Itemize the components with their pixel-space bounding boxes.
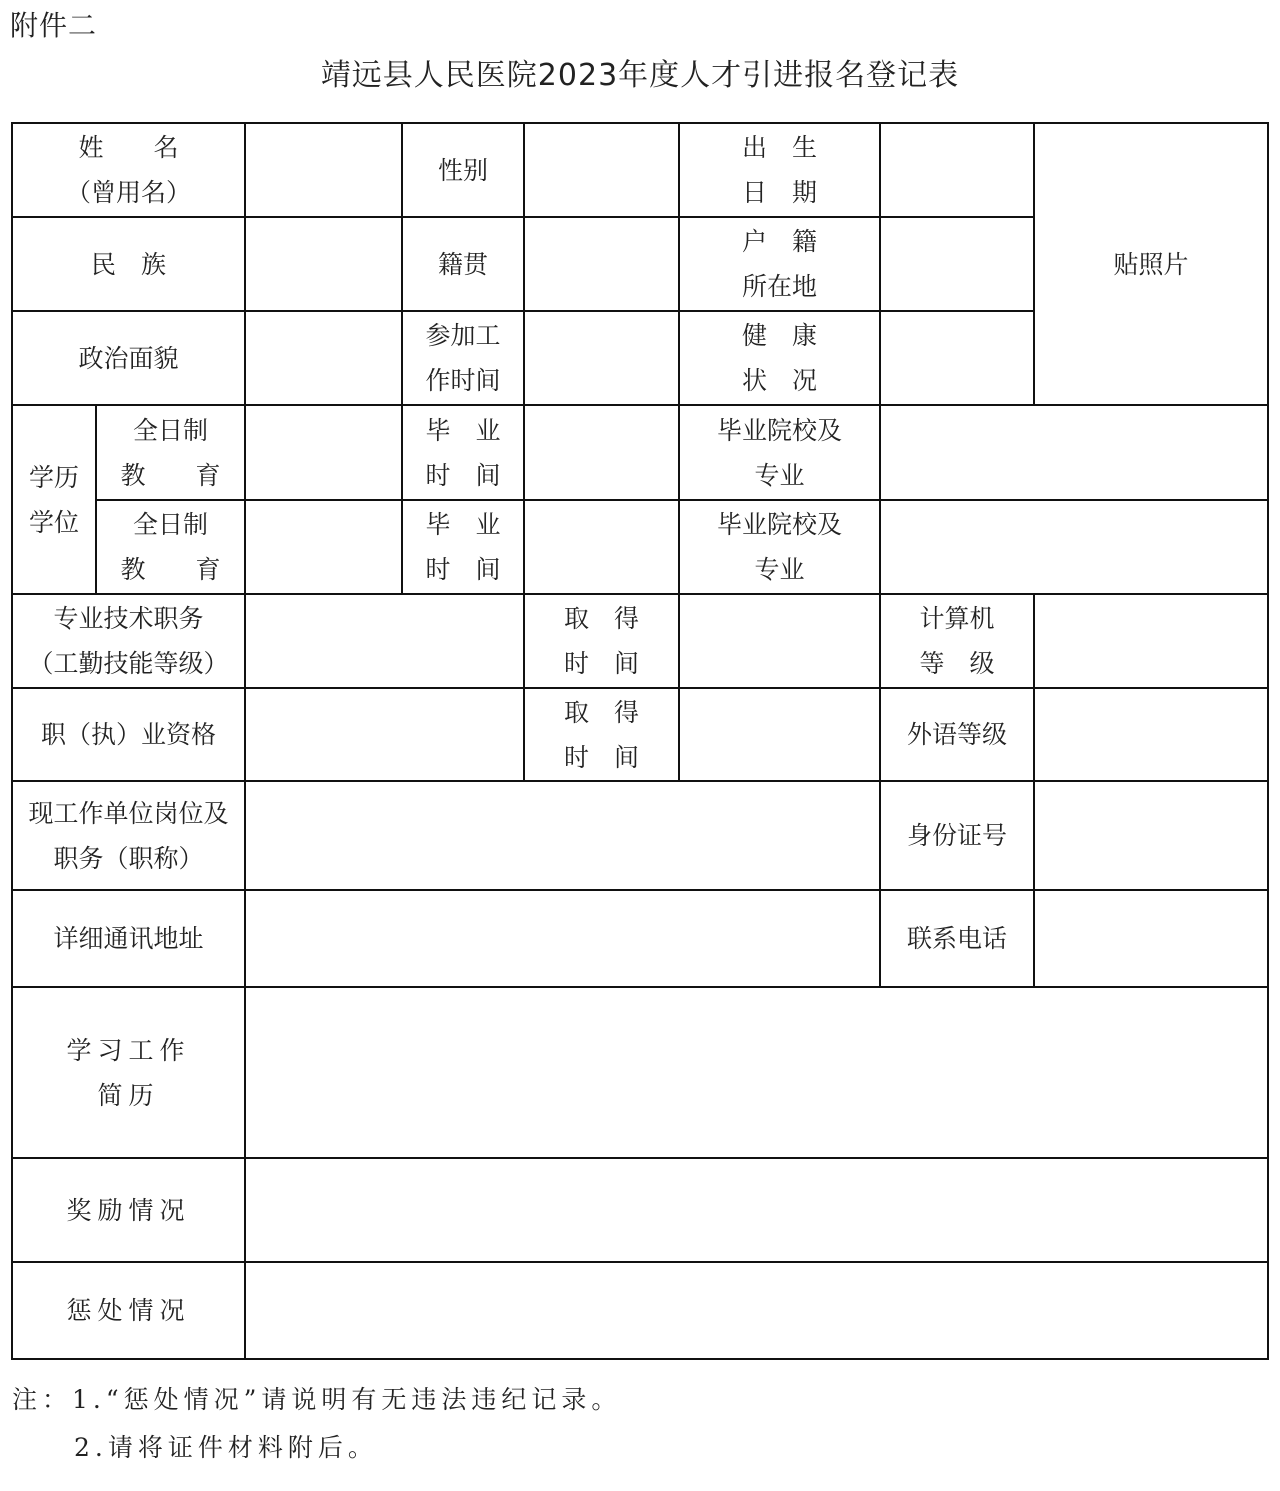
gender-label: 性别 (402, 123, 524, 217)
punishment-field[interactable] (245, 1262, 1268, 1359)
work-start-label: 参加工 作时间 (402, 311, 524, 405)
fulltime-education-field-2[interactable] (245, 500, 402, 594)
school-major-field[interactable] (880, 405, 1268, 500)
id-card-label: 身份证号 (880, 781, 1034, 890)
qualification-field[interactable] (245, 688, 524, 781)
computer-level-field[interactable] (1034, 594, 1268, 688)
fulltime-education-label-2: 全日制 教 育 (96, 500, 245, 594)
professional-title-field[interactable] (245, 594, 524, 688)
phone-field[interactable] (1034, 890, 1268, 987)
resume-label: 学习工作 简历 (12, 987, 245, 1158)
school-major-field-2[interactable] (880, 500, 1268, 594)
id-card-field[interactable] (1034, 781, 1268, 890)
name-field[interactable] (245, 123, 402, 217)
political-status-label: 政治面貌 (12, 311, 245, 405)
graduation-time-field-2[interactable] (524, 500, 679, 594)
graduation-time-label: 毕 业 时 间 (402, 405, 524, 500)
note-1: 注：1.“惩处情况”请说明有无违法违纪记录。 (12, 1385, 622, 1414)
ethnicity-field[interactable] (245, 217, 402, 311)
photo-area[interactable]: 贴照片 (1034, 123, 1268, 405)
professional-title-label: 专业技术职务 （工勤技能等级） (12, 594, 245, 688)
current-position-field[interactable] (245, 781, 880, 890)
computer-level-label: 计算机 等 级 (880, 594, 1034, 688)
birth-date-label: 出 生 日 期 (679, 123, 880, 217)
obtain-time-label: 取 得 时 间 (524, 594, 679, 688)
obtain-time-field-2[interactable] (679, 688, 880, 781)
current-position-label: 现工作单位岗位及 职务（职称） (12, 781, 245, 890)
foreign-language-field[interactable] (1034, 688, 1268, 781)
resume-field[interactable] (245, 987, 1268, 1158)
address-field[interactable] (245, 890, 880, 987)
work-start-field[interactable] (524, 311, 679, 405)
health-field[interactable] (880, 311, 1034, 405)
obtain-time-label-2: 取 得 时 间 (524, 688, 679, 781)
address-label: 详细通讯地址 (12, 890, 245, 987)
attachment-label: 附件二 (10, 9, 98, 42)
notes (12, 1376, 621, 1472)
education-degree-label: 学历 学位 (12, 405, 96, 594)
fulltime-education-label: 全日制 教 育 (96, 405, 245, 500)
registration-form-table (11, 122, 1269, 1360)
ethnicity-label: 民 族 (12, 217, 245, 311)
awards-label: 奖励情况 (12, 1158, 245, 1262)
punishment-label: 惩处情况 (12, 1262, 245, 1359)
birth-date-field[interactable] (880, 123, 1034, 217)
name-label: 姓 名 （曾用名） (12, 123, 245, 217)
phone-label: 联系电话 (880, 890, 1034, 987)
native-place-field[interactable] (524, 217, 679, 311)
fulltime-education-field[interactable] (245, 405, 402, 500)
health-label: 健 康 状 况 (679, 311, 880, 405)
school-major-label-2: 毕业院校及 专业 (679, 500, 880, 594)
graduation-time-field[interactable] (524, 405, 679, 500)
obtain-time-field[interactable] (679, 594, 880, 688)
awards-field[interactable] (245, 1158, 1268, 1262)
native-place-label: 籍贯 (402, 217, 524, 311)
graduation-time-label-2: 毕 业 时 间 (402, 500, 524, 594)
note-2: 2.请将证件材料附后。 (74, 1433, 378, 1462)
hukou-label: 户 籍 所在地 (679, 217, 880, 311)
gender-field[interactable] (524, 123, 679, 217)
school-major-label: 毕业院校及 专业 (679, 405, 880, 500)
qualification-label: 职（执）业资格 (12, 688, 245, 781)
foreign-language-label: 外语等级 (880, 688, 1034, 781)
political-status-field[interactable] (245, 311, 402, 405)
form-title: 靖远县人民医院2023年度人才引进报名登记表 (320, 58, 960, 93)
hukou-field[interactable] (880, 217, 1034, 311)
